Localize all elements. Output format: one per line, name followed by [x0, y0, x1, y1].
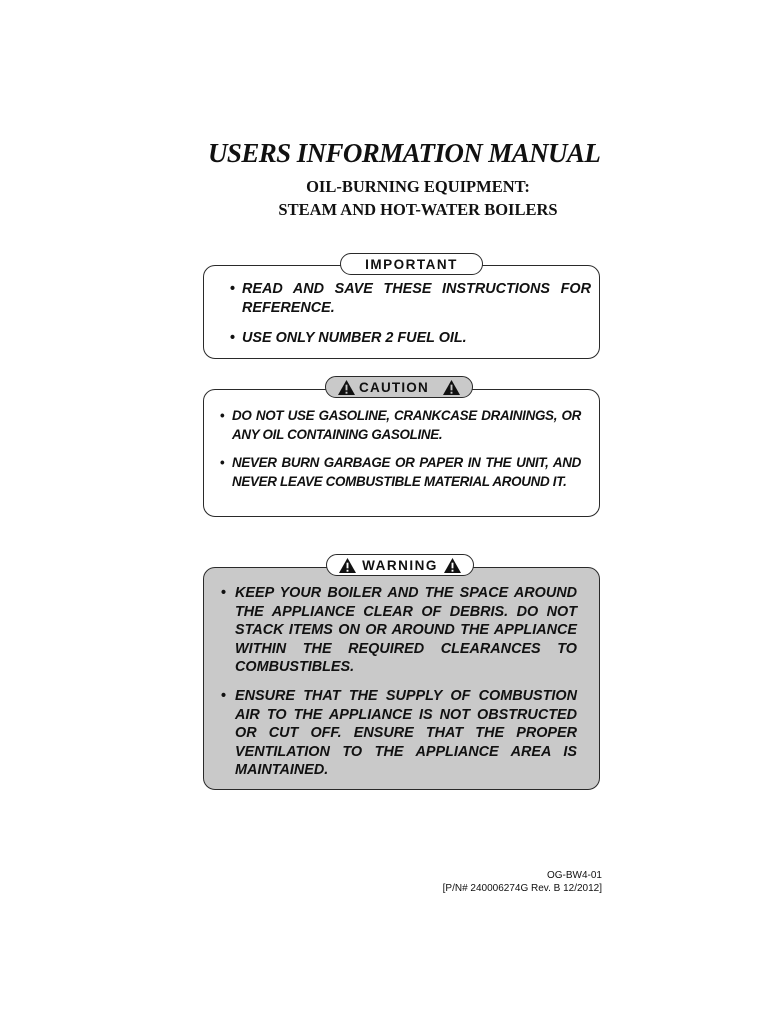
page-title: USERS INFORMATION MANUAL [208, 138, 601, 168]
caution-label: CAUTION [359, 379, 429, 395]
page-subtitle-line-1: OIL-BURNING EQUIPMENT: [306, 177, 530, 196]
warning-label: WARNING [362, 557, 438, 573]
caution-label-tab [325, 376, 473, 398]
warning-triangle-icon [337, 379, 356, 396]
important-label: IMPORTANT [365, 256, 458, 272]
caution-notice-box [203, 389, 600, 517]
important-notice-box [203, 265, 600, 359]
warning-triangle-icon [443, 557, 462, 574]
important-list [230, 280, 591, 348]
caution-list [220, 406, 581, 491]
important-item: • USE ONLY NUMBER 2 FUEL OIL. [230, 329, 591, 348]
page-subtitle-line-2: STEAM AND HOT-WATER BOILERS [278, 200, 558, 219]
warning-list [221, 584, 577, 780]
document-footer [350, 869, 602, 895]
warning-label-tab [326, 554, 474, 576]
warning-triangle-icon [338, 557, 357, 574]
caution-item: • NEVER BURN GARBAGE OR PAPER IN THE UNIT, AND NEVER LEAVE COMBUSTIBLE MATERIAL AROUND IT. [220, 453, 581, 491]
document-code: OG-BW4-01 [546, 870, 602, 881]
important-label-tab [340, 253, 483, 275]
warning-item: • KEEP YOUR BOILER AND THE SPACE AROUND THE APPLIANCE CLEAR OF DEBRIS. DO NOT STACK ITEMS ON OR AROUND THE APPLIANCE WITHIN THE REQUIRED CLEARANCES TO COMBUSTIBLES. [221, 584, 577, 677]
part-number: [P/N# 240006274G Rev. B 12/2012] [442, 883, 602, 894]
warning-item: • ENSURE THAT THE SUPPLY OF COMBUSTION AIR TO THE APPLIANCE IS NOT OBSTRUCTED OR CUT OFF. ENSURE THAT THE PROPER VENTILATION TO THE APPLIANCE AREA IS MAINTAINED. [221, 687, 577, 780]
caution-item: • DO NOT USE GASOLINE, CRANKCASE DRAININGS, OR ANY OIL CONTAINING GASOLINE. [220, 406, 581, 444]
important-item: • READ AND SAVE THESE INSTRUCTIONS FOR REFERENCE. [230, 280, 591, 317]
warning-triangle-icon [442, 379, 461, 396]
warning-notice-box [203, 567, 600, 790]
